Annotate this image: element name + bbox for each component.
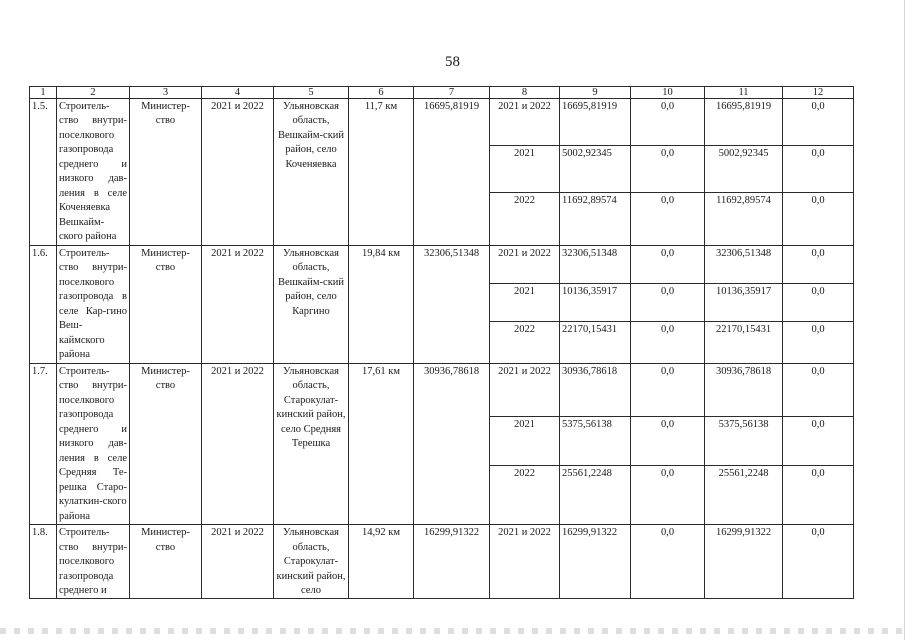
amount-col-10: 0,0	[631, 145, 705, 192]
amount-col-12: 0,0	[783, 322, 854, 363]
location: Ульяновская область, Старокулат-кинский район, село Средняя Терешка	[274, 363, 349, 524]
project-name: Строитель-ство внутри-поселкового газопровода в селе Кар-гино Веш-каймского района	[57, 245, 130, 363]
total-amount: 16299,91322	[560, 525, 631, 599]
amount-col-12: 0,0	[783, 99, 854, 146]
amount-col-10: 0,0	[631, 466, 705, 525]
period: 2021 и 2022	[202, 525, 274, 599]
total-amount: 30936,78618	[560, 363, 631, 416]
amount-col-10: 0,0	[631, 99, 705, 146]
amount-col-11: 30936,78618	[705, 363, 783, 416]
total-amount: 11692,89574	[560, 192, 631, 245]
period: 2021 и 2022	[202, 363, 274, 524]
amount-col-12: 0,0	[783, 145, 854, 192]
program-table	[29, 86, 854, 599]
total-amount: 22170,15431	[560, 322, 631, 363]
table-row	[30, 99, 854, 146]
page-number: 58	[445, 54, 460, 70]
year: 2021	[490, 416, 560, 466]
amount-col-12: 0,0	[783, 466, 854, 525]
year: 2021 и 2022	[490, 99, 560, 146]
amount-col-12: 0,0	[783, 192, 854, 245]
amount-col-10: 0,0	[631, 525, 705, 599]
executor: Министер-ство	[130, 363, 202, 524]
column-header: 4	[202, 87, 274, 99]
year: 2022	[490, 192, 560, 245]
period: 2021 и 2022	[202, 245, 274, 363]
amount-col-12: 0,0	[783, 363, 854, 416]
table-row	[30, 363, 854, 416]
capacity: 19,84 км	[349, 245, 414, 363]
executor: Министер-ство	[130, 245, 202, 363]
amount-col-10: 0,0	[631, 284, 705, 322]
total-amount: 16695,81919	[560, 99, 631, 146]
table-row	[30, 245, 854, 283]
year: 2022	[490, 322, 560, 363]
amount-col-10: 0,0	[631, 245, 705, 283]
item-number: 1.8.	[30, 525, 57, 599]
amount-col-12: 0,0	[783, 416, 854, 466]
amount-col-12: 0,0	[783, 245, 854, 283]
executor: Министер-ство	[130, 525, 202, 599]
capacity: 17,61 км	[349, 363, 414, 524]
column-numbers-row	[30, 87, 854, 99]
estimated-cost: 16695,81919	[414, 99, 490, 246]
amount-col-10: 0,0	[631, 322, 705, 363]
executor: Министер-ство	[130, 99, 202, 246]
amount-col-10: 0,0	[631, 192, 705, 245]
column-header: 10	[631, 87, 705, 99]
project-name: Строитель-ство внутри-поселкового газопровода среднего и низкого дав-ления в селе Средняя Те-решка Старо-кулаткин-ского района	[57, 363, 130, 524]
amount-col-11: 16695,81919	[705, 99, 783, 146]
amount-col-11: 25561,2248	[705, 466, 783, 525]
year: 2022	[490, 466, 560, 525]
table-row	[30, 525, 854, 599]
period: 2021 и 2022	[202, 99, 274, 246]
column-header: 6	[349, 87, 414, 99]
amount-col-12: 0,0	[783, 525, 854, 599]
amount-col-11: 5375,56138	[705, 416, 783, 466]
year: 2021	[490, 284, 560, 322]
location: Ульяновская область, Вешкайм-ский район, село Каргино	[274, 245, 349, 363]
project-name: Строитель-ство внутри-поселкового газопровода среднего и	[57, 525, 130, 599]
location: Ульяновская область, Вешкайм-ский район, село Коченяевка	[274, 99, 349, 246]
item-number: 1.5.	[30, 99, 57, 246]
amount-col-10: 0,0	[631, 363, 705, 416]
column-header: 9	[560, 87, 631, 99]
amount-col-11: 5002,92345	[705, 145, 783, 192]
capacity: 11,7 км	[349, 99, 414, 246]
amount-col-11: 22170,15431	[705, 322, 783, 363]
amount-col-12: 0,0	[783, 284, 854, 322]
total-amount: 10136,35917	[560, 284, 631, 322]
year: 2021 и 2022	[490, 525, 560, 599]
column-header: 11	[705, 87, 783, 99]
estimated-cost: 30936,78618	[414, 363, 490, 524]
column-header: 7	[414, 87, 490, 99]
estimated-cost: 16299,91322	[414, 525, 490, 599]
total-amount: 32306,51348	[560, 245, 631, 283]
location: Ульяновская область, Старокулат-кинский район, село	[274, 525, 349, 599]
item-number: 1.6.	[30, 245, 57, 363]
capacity: 14,92 км	[349, 525, 414, 599]
column-header: 12	[783, 87, 854, 99]
total-amount: 25561,2248	[560, 466, 631, 525]
column-header: 1	[30, 87, 57, 99]
scan-artifact	[0, 628, 905, 634]
item-number: 1.7.	[30, 363, 57, 524]
amount-col-11: 16299,91322	[705, 525, 783, 599]
column-header: 5	[274, 87, 349, 99]
estimated-cost: 32306,51348	[414, 245, 490, 363]
amount-col-11: 10136,35917	[705, 284, 783, 322]
total-amount: 5375,56138	[560, 416, 631, 466]
year: 2021	[490, 145, 560, 192]
column-header: 3	[130, 87, 202, 99]
column-header: 2	[57, 87, 130, 99]
amount-col-11: 32306,51348	[705, 245, 783, 283]
column-header: 8	[490, 87, 560, 99]
project-name: Строитель-ство внутри-поселкового газопровода среднего и низкого дав-ления в селе Коченяевка Вешкайм-ского района	[57, 99, 130, 246]
total-amount: 5002,92345	[560, 145, 631, 192]
year: 2021 и 2022	[490, 363, 560, 416]
year: 2021 и 2022	[490, 245, 560, 283]
amount-col-10: 0,0	[631, 416, 705, 466]
amount-col-11: 11692,89574	[705, 192, 783, 245]
